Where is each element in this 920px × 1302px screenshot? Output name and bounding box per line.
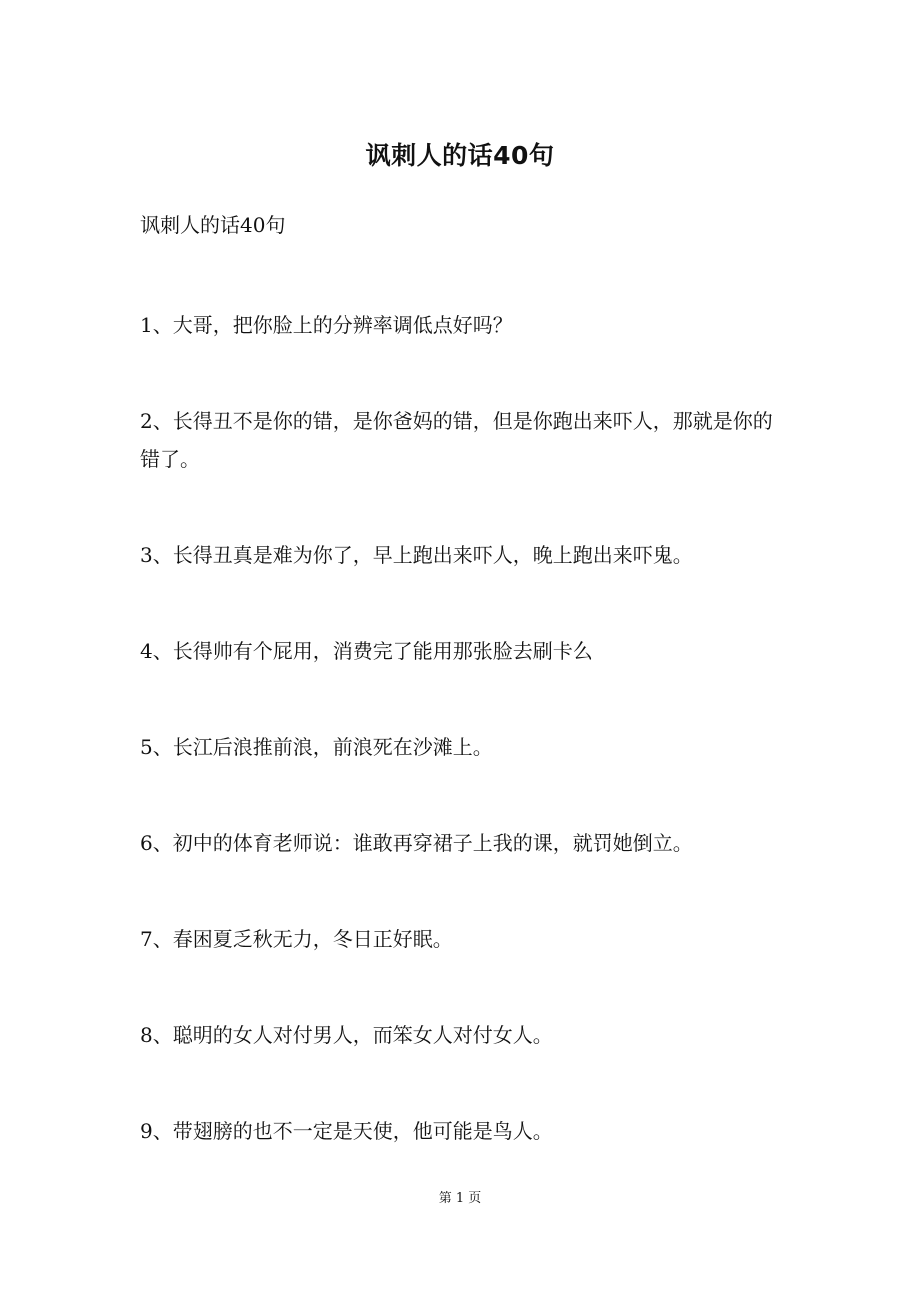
paragraph-gap — [140, 670, 785, 728]
paragraph-gap — [140, 1054, 785, 1112]
page-title: 讽刺人的话40句 — [365, 141, 555, 170]
list-item-6: 6、初中的体育老师说：谁敢再穿裙子上我的课，就罚她倒立。 — [140, 831, 693, 855]
page-number: 第 1 页 — [438, 1191, 482, 1206]
paragraph-gap — [140, 766, 785, 824]
list-item-3: 3、长得丑真是难为你了，早上跑出来吓人，晚上跑出来吓鬼。 — [140, 543, 693, 567]
document-content — [140, 306, 785, 1150]
paragraph-gap — [140, 344, 785, 402]
list-item-5: 5、长江后浪推前浪，前浪死在沙滩上。 — [140, 735, 493, 759]
list-item-1: 1、大哥，把你脸上的分辨率调低点好吗？ — [140, 313, 513, 337]
document-subtitle: 讽刺人的话40句 — [140, 213, 286, 237]
paragraph-gap — [140, 478, 785, 536]
list-item-7: 7、春困夏乏秋无力，冬日正好眠。 — [140, 927, 453, 951]
list-item-2: 2、长得丑不是你的错，是你爸妈的错，但是你跑出来吓人，那就是你的错了。 — [140, 409, 773, 471]
paragraph-gap — [140, 862, 785, 920]
list-item-8: 8、聪明的女人对付男人，而笨女人对付女人。 — [140, 1023, 553, 1047]
paragraph-gap — [140, 958, 785, 1016]
paragraph-gap — [140, 574, 785, 632]
list-item-4: 4、长得帅有个屁用，消费完了能用那张脸去刷卡么 — [140, 639, 593, 663]
list-item-9: 9、带翅膀的也不一定是天使，他可能是鸟人。 — [140, 1119, 553, 1143]
